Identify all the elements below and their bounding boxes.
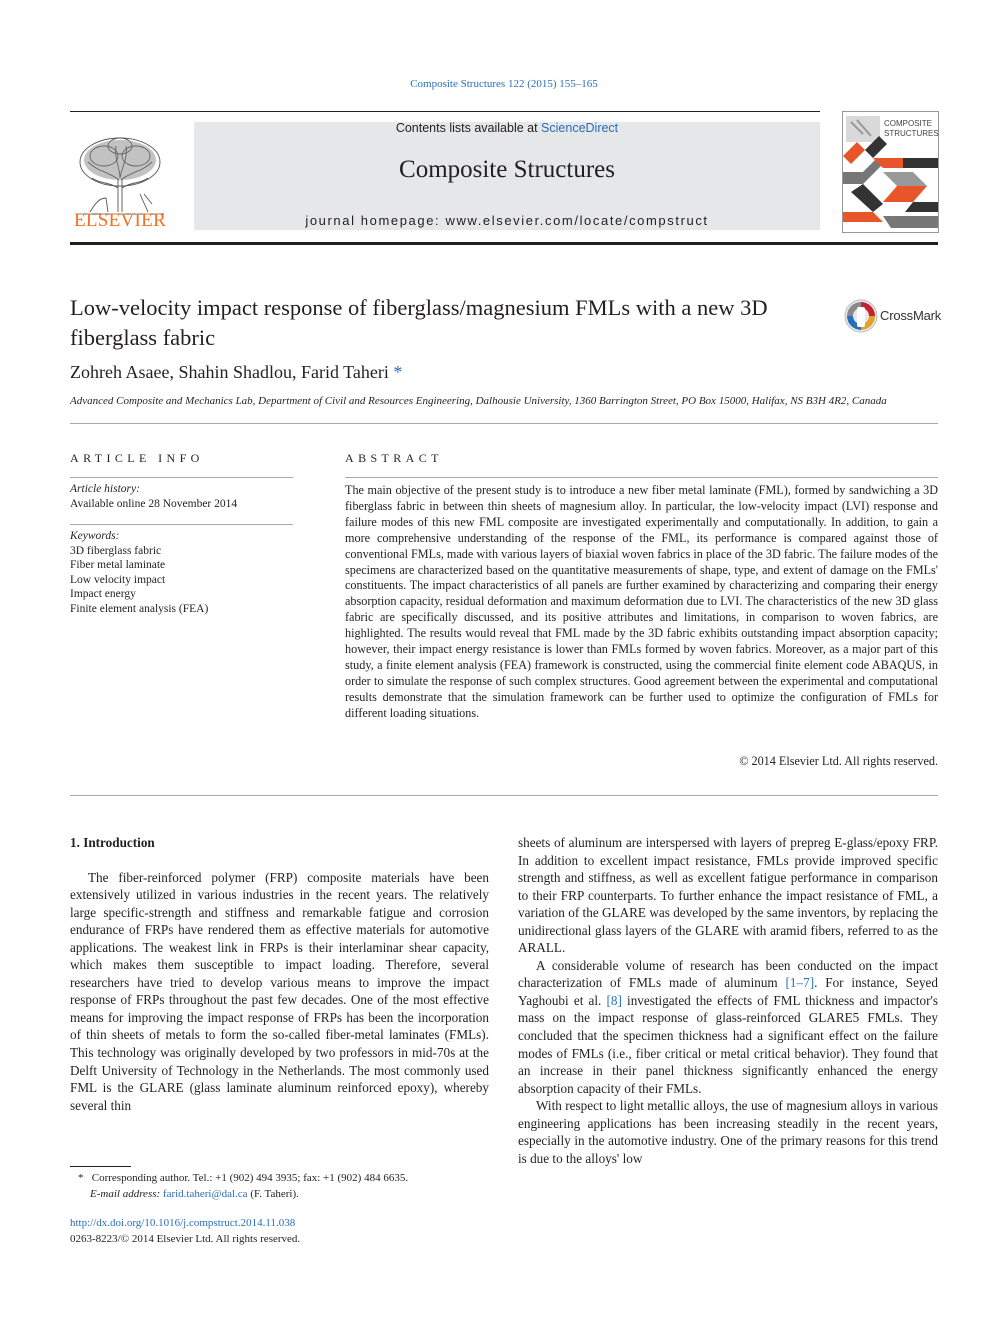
citation-link[interactable]: [1–7] — [785, 975, 815, 991]
affiliation: Advanced Composite and Mechanics Lab, Department of Civil and Resources Engineering, Dalhousie University, 1360 Barrington Street, PO Box 15000, Halifax, NS B3H 4R2, Canada — [70, 395, 887, 407]
title-divider — [70, 423, 938, 424]
info-rule-1 — [70, 477, 293, 478]
crossmark-icon[interactable] — [843, 298, 879, 334]
journal-reference-link[interactable]: Composite Structures 122 (2015) 155–165 — [410, 78, 598, 90]
email-link[interactable]: farid.taheri@dal.ca — [162, 1188, 248, 1200]
body-text: investigated the effects of FML thickness and impactor's mass on the impact response of glass-reinforced GLARE5 FMLs. They concluded that the specimen thickness had a significant effect on the failure modes of FMLs (i.e., fiber critical or metal critical behavior). They found that an increase in their panel thickness significantly enhanced the energy absorption capacity of their FMLs. — [518, 992, 938, 1096]
corresponding-author-note: Corresponding author. Tel.: +1 (902) 494 3935; fax: +1 (902) 484 6635. — [91, 1172, 409, 1184]
body-text: A considerable volume of research has been conducted on the impact characterization of FMLs made of aluminum — [518, 957, 938, 991]
email-label: E-mail address: — [90, 1188, 163, 1200]
keywords-block — [70, 529, 293, 616]
abstract-rule — [345, 477, 938, 478]
info-rule-2 — [70, 524, 293, 525]
homepage-prefix: journal homepage: — [305, 213, 446, 228]
email-suffix: (F. Taheri). — [247, 1188, 299, 1200]
doi-block — [70, 1215, 489, 1247]
contents-line — [194, 121, 820, 135]
keyword-item: Impact energy — [70, 588, 136, 600]
keyword-item: Finite element analysis (FEA) — [70, 602, 209, 615]
abstract-text: The main objective of the present study is to introduce a new fiber metal laminate (FML), formed by sandwiching a 3D fiberglass fabric in between thin sheets of magnesium alloy. In particular, the low-velocity impact (LVI) response and failure modes of this new FML composite are investigated experimentally and computationally. In addition, to gain a more comprehensive understanding of the response of the FML, its performance is compared against those of conventional FMLs, made with various layers of biaxial woven fabrics in place of the 3D fabric. The failure modes of the specimens are characterized based on the quantitative measurements of shape, type, and extent of damage on the FMLs' constituents. The impact characteristics of all panels are further examined by characterizing and comparing their energy absorption capacity, residual deformation and maximum deformation due to LVI. The characteristics of the new 3D glass fabric are specifically discussed, and its positive attributes and limitations, in comparison to woven fabrics, are highlighted. The results would reveal that FML made by the 3D fabric exhibits outstanding impact absorption capacity; however, their impact energy resistance is lower than FMLs formed by woven fabrics. Moreover, as a major part of this study, a finite element analysis (FEA) framework is constructed, using the commercial finite element code ABAQUS, in order to simulate the response of such complex structures. Good agreement between the experimental and computational results demonstrate that the simulation framework can be further used to optimize the configuration of FMLs for different loading situations. — [345, 483, 938, 720]
history-value: Available online 28 November 2014 — [70, 497, 238, 510]
article-info-heading: ARTICLE INFO — [70, 451, 204, 465]
abstract-divider — [70, 795, 938, 796]
abstract-heading: ABSTRACT — [345, 451, 443, 465]
body-paragraph — [518, 957, 938, 1097]
keyword-item: Fiber metal laminate — [70, 559, 166, 571]
contents-prefix: Contents lists available at — [395, 121, 542, 135]
keywords-label: Keywords: — [70, 530, 120, 542]
journal-name: Composite Structures — [399, 156, 615, 183]
footnote-mark: * — [78, 1172, 84, 1184]
header-thick-rule — [70, 242, 938, 245]
body-right-column — [518, 834, 938, 1167]
abstract-copyright: © 2014 Elsevier Ltd. All rights reserved. — [739, 754, 938, 768]
issn-copyright: 0263-8223/© 2014 Elsevier Ltd. All rights reserved. — [70, 1233, 301, 1245]
doi-link[interactable]: http://dx.doi.org/10.1016/j.compstruct.2014.11.038 — [70, 1217, 296, 1229]
footnote-rule — [70, 1166, 131, 1167]
keyword-item: Low velocity impact — [70, 573, 166, 586]
publisher-wordmark: ELSEVIER — [73, 210, 167, 231]
journal-homepage — [194, 213, 820, 228]
cover-title-line1: COMPOSITE — [884, 119, 933, 128]
cover-title-line2: STRUCTURES — [884, 129, 939, 138]
sciencedirect-link[interactable]: ScienceDirect — [541, 121, 619, 135]
body-paragraph: The fiber-reinforced polymer (FRP) composite materials have been extensively utilized in various industries in the recent years. The relatively large specific-strength and stiffness and remarkable fatigue and corrosion endurance of FRPs have rendered them as effective materials for automotive applications. The weakest link in FRPs is their interlaminar shear capacity, which makes them susceptible to impact loading. Therefore, several researchers have tried to develop various means to improve the impact response of FRPs throughout the past few decades. One of the most effective means for improving the impact response of FRPs has been the incorporation of thin sheets of metals to form the so-called fiber-metal laminates (FMLs). This technology was originally developed by two professors in mid-70s at the Delft University of Technology in the Netherlands. The most commonly used FML is the GLARE (glass laminate aluminum reinforced epoxy), whereby several thin — [70, 869, 489, 1113]
article-title: Low-velocity impact response of fiberglass/magnesium FMLs with a new 3D fiberglass fabric — [70, 295, 768, 350]
header-rule — [70, 111, 820, 112]
corresponding-author-mark[interactable]: * — [393, 362, 403, 382]
homepage-url-link[interactable]: www.elsevier.com/locate/compstruct — [445, 213, 709, 228]
crossmark-label[interactable]: CrossMark — [880, 308, 942, 323]
cover-title — [884, 119, 939, 139]
article-history — [70, 482, 293, 511]
body-paragraph: With respect to light metallic alloys, the use of magnesium alloys in various engineering applications has been increasing steadily in the recent years, especially in the automotive industry. One of the primary reasons for this trend is due to the alloys' low — [518, 1098, 938, 1166]
section-heading-introduction: 1. Introduction — [70, 835, 155, 850]
authors-names: Zohreh Asaee, Shahin Shadlou, Farid Taheri — [70, 362, 389, 382]
body-left-column — [70, 834, 489, 1114]
body-text: . For instance, Seyed Yaghoubi et al. — [518, 975, 938, 1008]
author-list — [70, 362, 402, 383]
body-paragraph: sheets of aluminum are interspersed with layers of prepreg E-glass/epoxy FRP. In addition to excellent impact resistance, FMLs provide improved specific strength and stiffness, as well as excellent fatigue performance in comparison to their FRP counterparts. To further enhance the impact resistance of FML, a variation of the GLARE was developed by the same inventors, by replacing the unidirectional glass layers of the GLARE with aramid fibers, referred to as the ARALL. — [518, 835, 938, 956]
footnote — [70, 1170, 489, 1202]
citation-link[interactable]: [8] — [606, 992, 622, 1008]
history-label: Article history: — [70, 483, 140, 495]
keyword-item: 3D fiberglass fabric — [70, 544, 162, 557]
